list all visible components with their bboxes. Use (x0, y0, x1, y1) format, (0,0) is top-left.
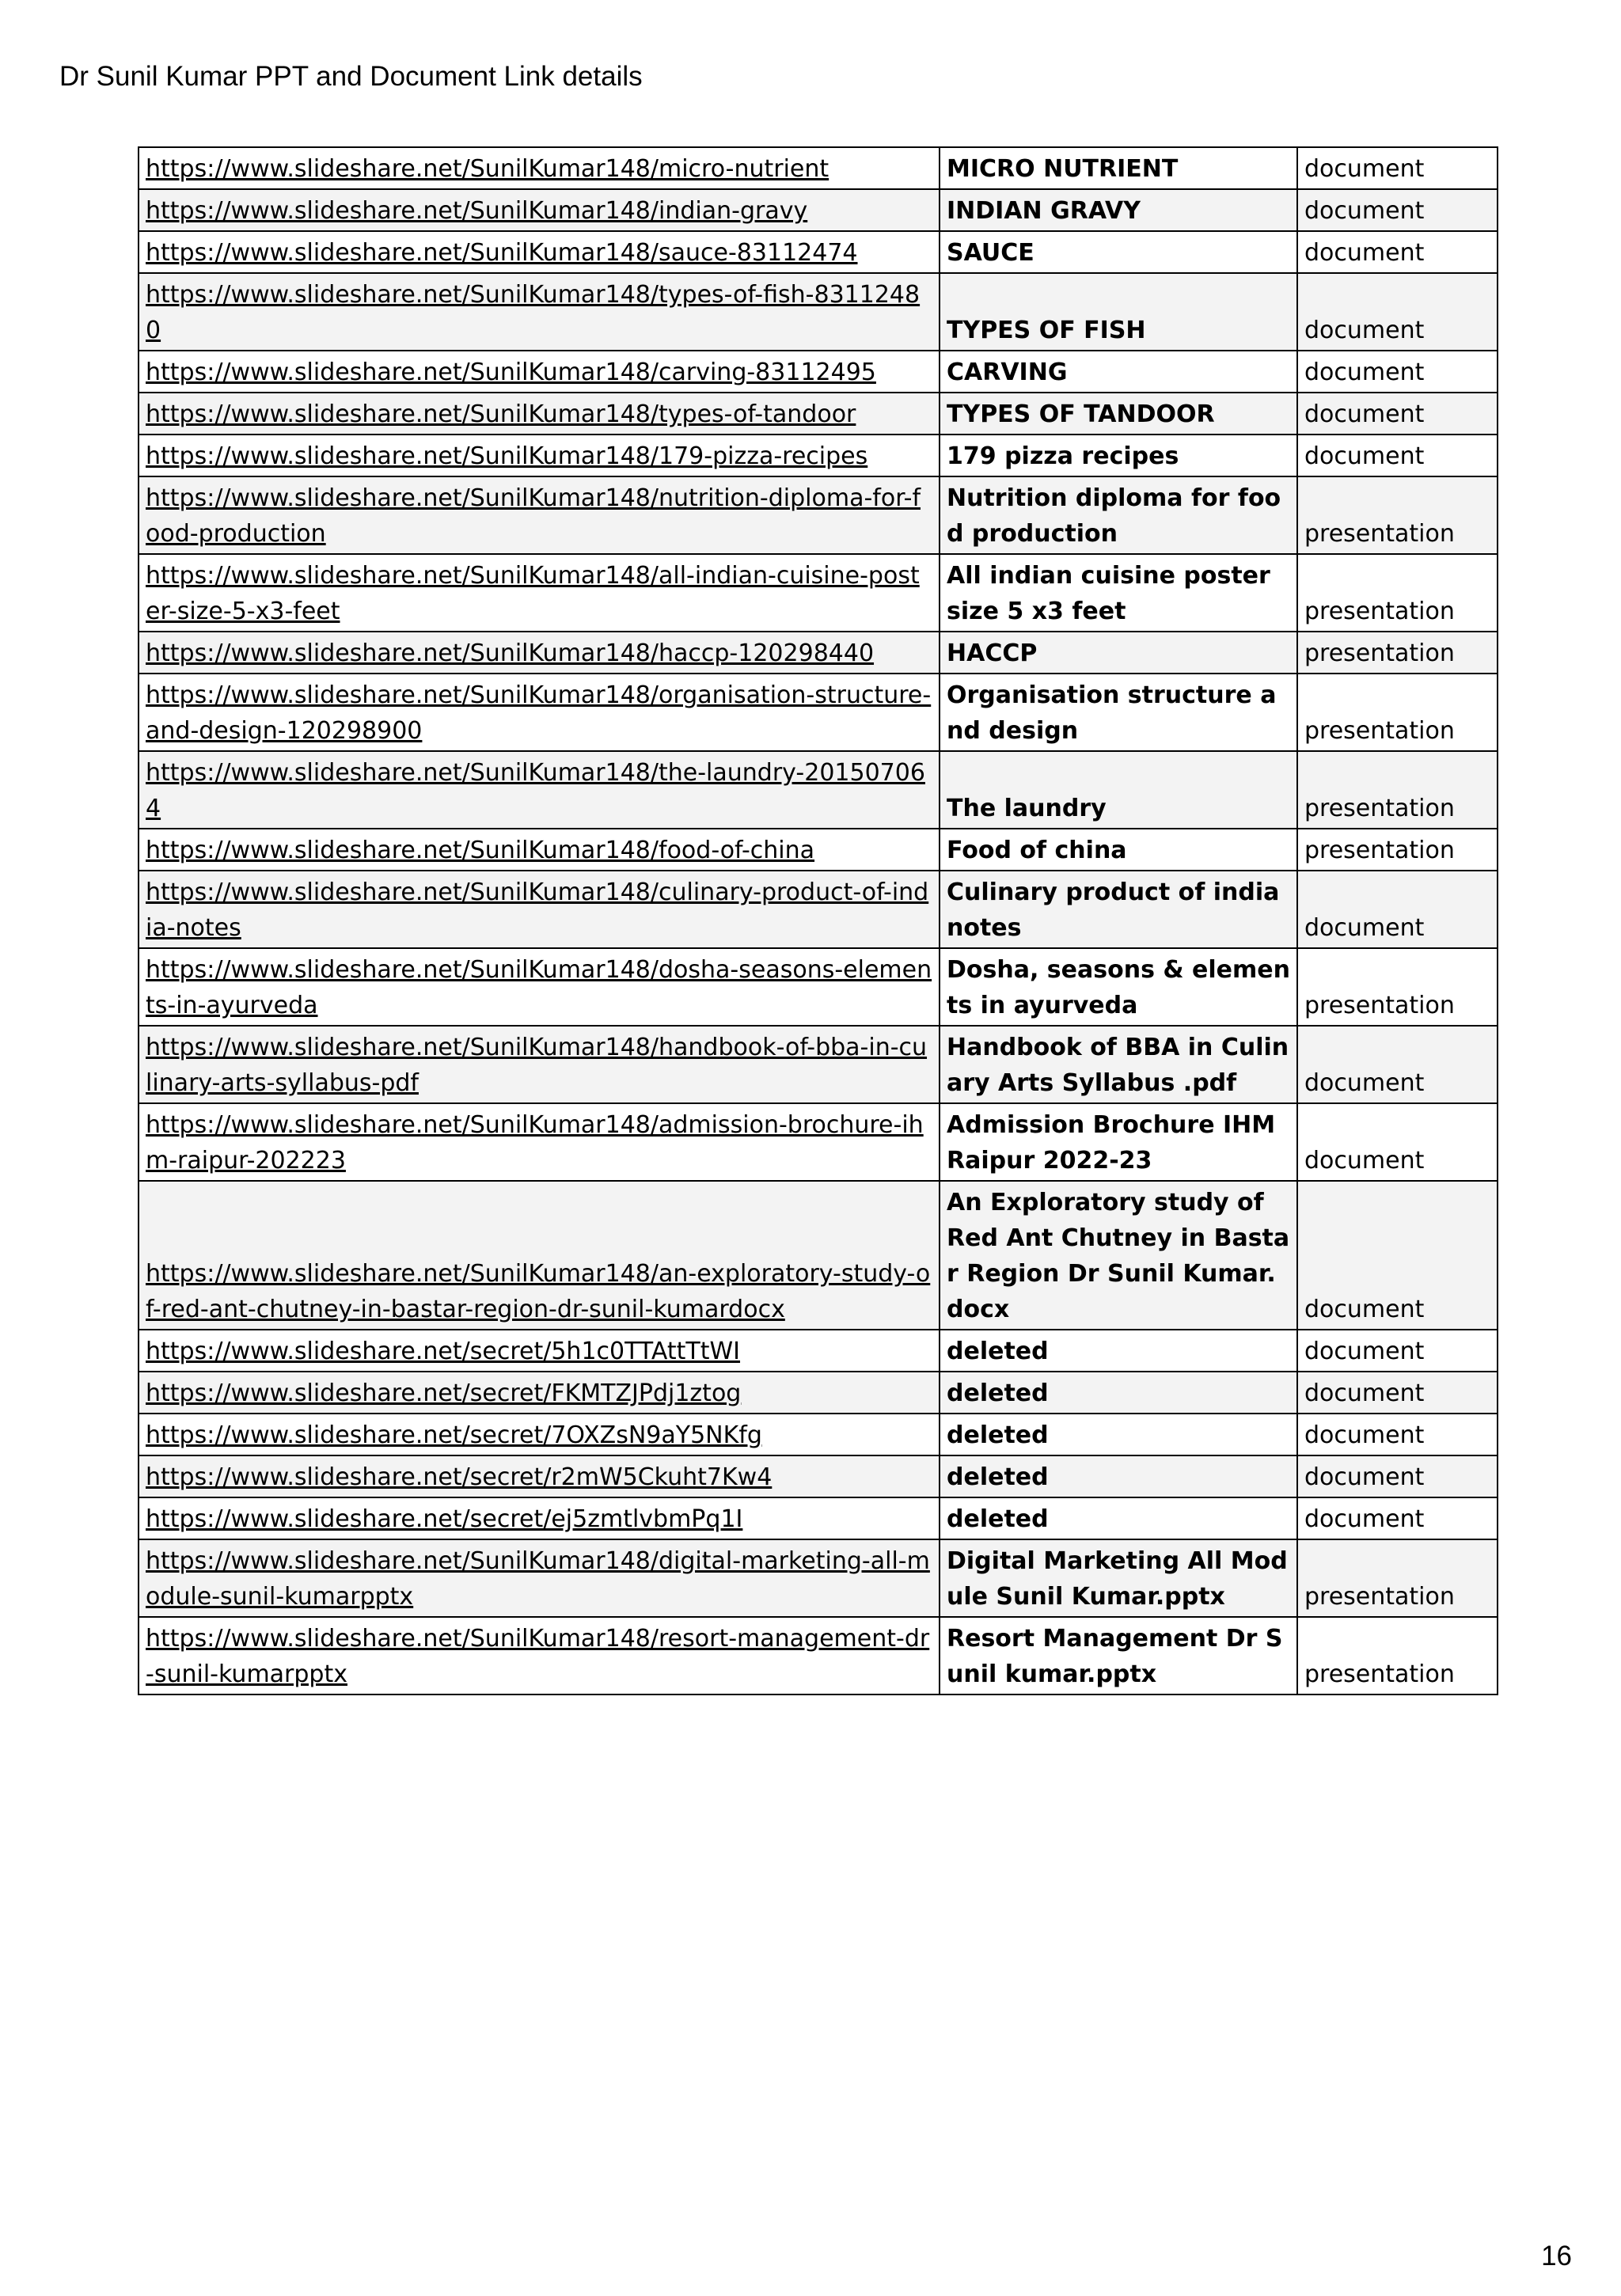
links-table-body (139, 147, 1498, 1694)
table-row (139, 1617, 1498, 1694)
row-type: document (1297, 1455, 1498, 1497)
row-type: document (1297, 189, 1498, 231)
row-type: presentation (1297, 674, 1498, 751)
row-link[interactable]: https://www.slideshare.net/SunilKumar148/an-exploratory-study-of-red-ant-chutney-in-bastar-region-dr-sunil-kumardocx (139, 1181, 940, 1330)
table-row (139, 829, 1498, 871)
table-row (139, 231, 1498, 273)
row-title: All indian cuisine poster size 5 x3 feet (940, 554, 1297, 632)
row-link[interactable]: https://www.slideshare.net/SunilKumar148/dosha-seasons-elements-in-ayurveda (139, 948, 940, 1026)
table-row (139, 1497, 1498, 1539)
row-title: Admission Brochure IHM Raipur 2022-23 (940, 1103, 1297, 1181)
table-row (139, 189, 1498, 231)
row-title: An Exploratory study of Red Ant Chutney in Bastar Region Dr Sunil Kumar.docx (940, 1181, 1297, 1330)
row-type: presentation (1297, 1617, 1498, 1694)
row-link[interactable]: https://www.slideshare.net/SunilKumar148/sauce-83112474 (139, 231, 940, 273)
table-row (139, 1181, 1498, 1330)
row-link[interactable]: https://www.slideshare.net/SunilKumar148/types-of-tandoor (139, 393, 940, 435)
row-title: Nutrition diploma for food production (940, 476, 1297, 554)
row-type: presentation (1297, 1539, 1498, 1617)
table-row (139, 674, 1498, 751)
row-type: document (1297, 435, 1498, 476)
row-title: Digital Marketing All Module Sunil Kumar.pptx (940, 1539, 1297, 1617)
row-title: INDIAN GRAVY (940, 189, 1297, 231)
table-row (139, 435, 1498, 476)
table-row (139, 1539, 1498, 1617)
row-link[interactable]: https://www.slideshare.net/SunilKumar148/admission-brochure-ihm-raipur-202223 (139, 1103, 940, 1181)
row-link[interactable]: https://www.slideshare.net/secret/ej5zmtlvbmPq1I (139, 1497, 940, 1539)
table-row (139, 273, 1498, 351)
row-type: document (1297, 1103, 1498, 1181)
table-row (139, 632, 1498, 674)
row-type: document (1297, 231, 1498, 273)
page-header-title: Dr Sunil Kumar PPT and Document Link details (59, 61, 643, 92)
table-row (139, 147, 1498, 189)
table-row (139, 393, 1498, 435)
table-row (139, 1330, 1498, 1372)
row-link[interactable]: https://www.slideshare.net/secret/FKMTZJPdj1ztog (139, 1372, 940, 1414)
row-type: presentation (1297, 554, 1498, 632)
row-link[interactable]: https://www.slideshare.net/secret/7OXZsN9aY5NKfg (139, 1414, 940, 1455)
row-type: document (1297, 1497, 1498, 1539)
row-link[interactable]: https://www.slideshare.net/secret/5h1c0TTAttTtWI (139, 1330, 940, 1372)
row-title: TYPES OF FISH (940, 273, 1297, 351)
row-link[interactable]: https://www.slideshare.net/SunilKumar148/carving-83112495 (139, 351, 940, 393)
row-title: HACCP (940, 632, 1297, 674)
table-row (139, 476, 1498, 554)
row-title: deleted (940, 1455, 1297, 1497)
row-link[interactable]: https://www.slideshare.net/SunilKumar148/nutrition-diploma-for-food-production (139, 476, 940, 554)
row-type: document (1297, 273, 1498, 351)
links-table (138, 146, 1498, 1695)
row-type: presentation (1297, 829, 1498, 871)
row-link[interactable]: https://www.slideshare.net/SunilKumar148/179-pizza-recipes (139, 435, 940, 476)
row-link[interactable]: https://www.slideshare.net/SunilKumar148/digital-marketing-all-module-sunil-kumarpptx (139, 1539, 940, 1617)
row-title: deleted (940, 1497, 1297, 1539)
row-title: Dosha, seasons & elements in ayurveda (940, 948, 1297, 1026)
row-type: presentation (1297, 476, 1498, 554)
row-title: Organisation structure and design (940, 674, 1297, 751)
table-row (139, 1103, 1498, 1181)
row-title: TYPES OF TANDOOR (940, 393, 1297, 435)
row-title: deleted (940, 1330, 1297, 1372)
row-type: document (1297, 871, 1498, 948)
row-type: document (1297, 393, 1498, 435)
row-type: document (1297, 351, 1498, 393)
table-row (139, 554, 1498, 632)
row-type: presentation (1297, 751, 1498, 829)
table-row (139, 1026, 1498, 1103)
row-title: Handbook of BBA in Culinary Arts Syllabus .pdf (940, 1026, 1297, 1103)
row-link[interactable]: https://www.slideshare.net/SunilKumar148/indian-gravy (139, 189, 940, 231)
row-link[interactable]: https://www.slideshare.net/SunilKumar148/types-of-fish-83112480 (139, 273, 940, 351)
table-row (139, 948, 1498, 1026)
row-type: document (1297, 1330, 1498, 1372)
table-row (139, 751, 1498, 829)
row-link[interactable]: https://www.slideshare.net/SunilKumar148/all-indian-cuisine-poster-size-5-x3-feet (139, 554, 940, 632)
row-link[interactable]: https://www.slideshare.net/SunilKumar148/organisation-structure-and-design-120298900 (139, 674, 940, 751)
row-link[interactable]: https://www.slideshare.net/SunilKumar148/haccp-120298440 (139, 632, 940, 674)
table-row (139, 1414, 1498, 1455)
table-row (139, 1372, 1498, 1414)
row-link[interactable]: https://www.slideshare.net/SunilKumar148/food-of-china (139, 829, 940, 871)
page-number: 16 (1541, 2241, 1572, 2271)
row-title: The laundry (940, 751, 1297, 829)
row-link[interactable]: https://www.slideshare.net/SunilKumar148/resort-management-dr-sunil-kumarpptx (139, 1617, 940, 1694)
row-link[interactable]: https://www.slideshare.net/SunilKumar148/culinary-product-of-india-notes (139, 871, 940, 948)
table-row (139, 1455, 1498, 1497)
table-row (139, 871, 1498, 948)
row-type: document (1297, 1414, 1498, 1455)
row-title: CARVING (940, 351, 1297, 393)
row-type: document (1297, 1181, 1498, 1330)
row-title: Resort Management Dr Sunil kumar.pptx (940, 1617, 1297, 1694)
row-title: deleted (940, 1414, 1297, 1455)
row-type: presentation (1297, 948, 1498, 1026)
row-title: MICRO NUTRIENT (940, 147, 1297, 189)
row-title: Culinary product of india notes (940, 871, 1297, 948)
row-link[interactable]: https://www.slideshare.net/SunilKumar148/the-laundry-201507064 (139, 751, 940, 829)
row-type: presentation (1297, 632, 1498, 674)
row-link[interactable]: https://www.slideshare.net/secret/r2mW5Ckuht7Kw4 (139, 1455, 940, 1497)
row-title: 179 pizza recipes (940, 435, 1297, 476)
row-title: deleted (940, 1372, 1297, 1414)
row-type: document (1297, 1026, 1498, 1103)
row-title: SAUCE (940, 231, 1297, 273)
table-row (139, 351, 1498, 393)
row-title: Food of china (940, 829, 1297, 871)
row-type: document (1297, 147, 1498, 189)
row-type: document (1297, 1372, 1498, 1414)
row-link[interactable]: https://www.slideshare.net/SunilKumar148/micro-nutrient (139, 147, 940, 189)
row-link[interactable]: https://www.slideshare.net/SunilKumar148/handbook-of-bba-in-culinary-arts-syllabus-pdf (139, 1026, 940, 1103)
